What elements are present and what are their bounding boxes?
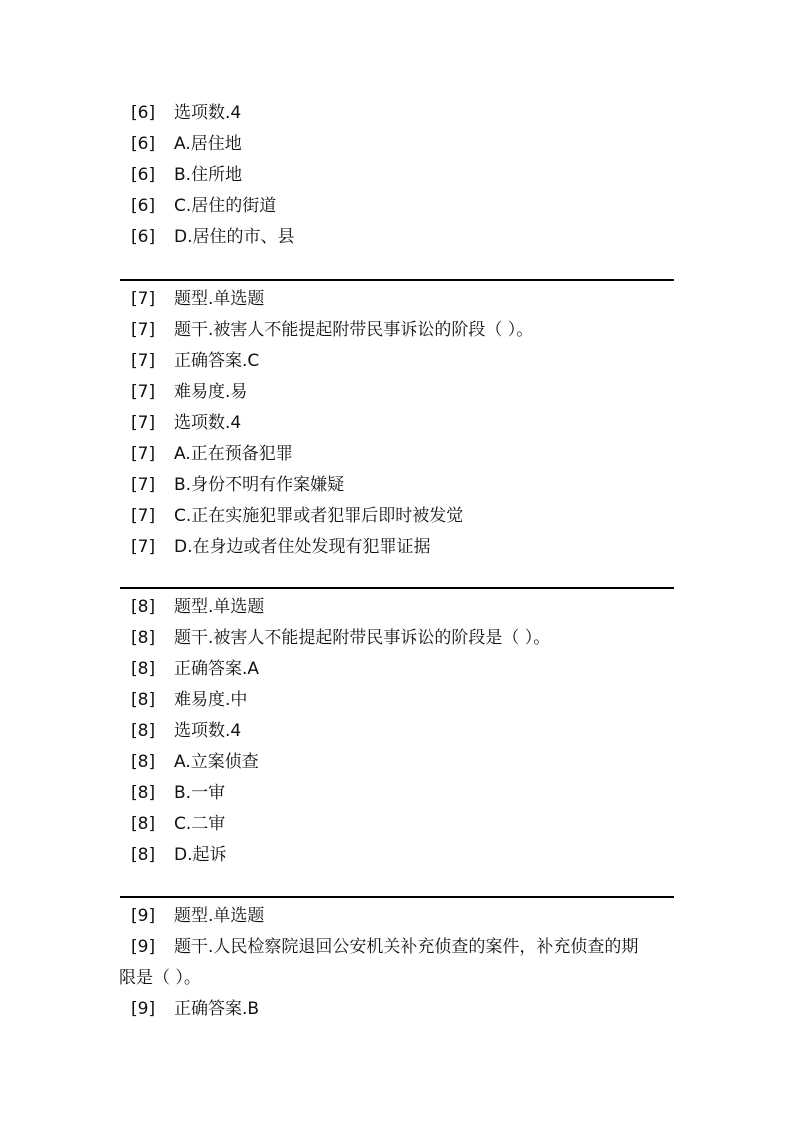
q8-type: 题型.单选题 <box>174 597 265 617</box>
q9-number: [9] <box>131 906 156 926</box>
q7-option-count: 选项数.4 <box>174 413 242 433</box>
question-6-block <box>119 102 673 257</box>
question-8-block <box>119 596 673 875</box>
q8-difficulty: 难易度.中 <box>174 690 248 710</box>
q9-answer: 正确答案.B <box>174 999 260 1019</box>
q8-option-a: A.立案侦查 <box>174 752 259 772</box>
q7-type: 题型.单选题 <box>174 289 265 309</box>
question-divider <box>120 279 674 281</box>
q8-number: [8] <box>131 814 156 834</box>
q7-option-c: C.正在实施犯罪或者犯罪后即时被发觉 <box>174 506 464 526</box>
q7-line-option-a <box>119 443 673 474</box>
q8-option-count: 选项数.4 <box>174 721 242 741</box>
q7-line-difficulty <box>119 381 673 412</box>
q7-line-answer <box>119 350 673 381</box>
q8-line-type <box>119 596 673 627</box>
q9-line-answer <box>119 998 673 1029</box>
q6-option-c: C.居住的街道 <box>174 196 277 216</box>
q9-line-type <box>119 905 673 936</box>
q8-number: [8] <box>131 752 156 772</box>
q8-number: [8] <box>131 690 156 710</box>
q8-line-option-b <box>119 782 673 813</box>
q6-number: [6] <box>131 134 156 154</box>
question-divider <box>120 896 674 898</box>
q7-option-d: D.在身边或者住处发现有犯罪证据 <box>174 537 431 557</box>
q6-number: [6] <box>131 196 156 216</box>
q7-number: [7] <box>131 413 156 433</box>
q6-option-a: A.居住地 <box>174 134 242 154</box>
q7-option-b: B.身份不明有作案嫌疑 <box>174 475 345 495</box>
question-9-block <box>119 905 673 1029</box>
q7-number: [7] <box>131 444 156 464</box>
q6-line-option-a <box>119 133 673 164</box>
q7-line-option-d <box>119 536 673 567</box>
q8-number: [8] <box>131 783 156 803</box>
question-divider <box>120 587 674 589</box>
q8-line-options-count <box>119 720 673 751</box>
q6-number: [6] <box>131 227 156 247</box>
q8-line-stem <box>119 627 673 658</box>
q8-option-c: C.二审 <box>174 814 226 834</box>
q9-stem-part1: 题干.人民检察院退回公安机关补充侦查的案件，补充侦查的期 <box>174 937 639 957</box>
q8-number: [8] <box>131 845 156 865</box>
q6-option-count: 选项数.4 <box>174 103 242 123</box>
q7-number: [7] <box>131 506 156 526</box>
q8-line-option-d <box>119 844 673 875</box>
q8-answer: 正确答案.A <box>174 659 260 679</box>
q6-option-d: D.居住的市、县 <box>174 227 295 247</box>
q6-line-option-b <box>119 164 673 195</box>
q8-option-d: D.起诉 <box>174 845 227 865</box>
q7-line-option-b <box>119 474 673 505</box>
q7-line-options-count <box>119 412 673 443</box>
q6-number: [6] <box>131 103 156 123</box>
q8-number: [8] <box>131 597 156 617</box>
q7-line-stem <box>119 319 673 350</box>
q7-difficulty: 难易度.易 <box>174 382 248 402</box>
q9-stem-part2: 限是（ ）。 <box>119 968 201 988</box>
q8-number: [8] <box>131 721 156 741</box>
q7-option-a: A.正在预备犯罪 <box>174 444 293 464</box>
q7-number: [7] <box>131 320 156 340</box>
q6-line-option-d <box>119 226 673 257</box>
q7-stem: 题干.被害人不能提起附带民事诉讼的阶段（ ）。 <box>174 320 534 340</box>
q8-option-b: B.一审 <box>174 783 226 803</box>
q9-number: [9] <box>131 999 156 1019</box>
q7-number: [7] <box>131 537 156 557</box>
q7-number: [7] <box>131 289 156 309</box>
q9-type: 题型.单选题 <box>174 906 265 926</box>
q8-line-answer <box>119 658 673 689</box>
q7-number: [7] <box>131 382 156 402</box>
q7-answer: 正确答案.C <box>174 351 260 371</box>
question-7-block <box>119 288 673 567</box>
q8-line-option-c <box>119 813 673 844</box>
q6-line-options-count <box>119 102 673 133</box>
q8-number: [8] <box>131 628 156 648</box>
q6-option-b: B.住所地 <box>174 165 243 185</box>
q9-number: [9] <box>131 937 156 957</box>
q7-line-option-c <box>119 505 673 536</box>
q9-line-stem-continued <box>119 967 673 998</box>
q8-line-option-a <box>119 751 673 782</box>
q8-stem: 题干.被害人不能提起附带民事诉讼的阶段是（ ）。 <box>174 628 551 648</box>
q7-number: [7] <box>131 475 156 495</box>
q9-line-stem <box>119 936 673 967</box>
q6-number: [6] <box>131 165 156 185</box>
q8-line-difficulty <box>119 689 673 720</box>
q6-line-option-c <box>119 195 673 226</box>
q7-number: [7] <box>131 351 156 371</box>
q8-number: [8] <box>131 659 156 679</box>
q7-line-type <box>119 288 673 319</box>
